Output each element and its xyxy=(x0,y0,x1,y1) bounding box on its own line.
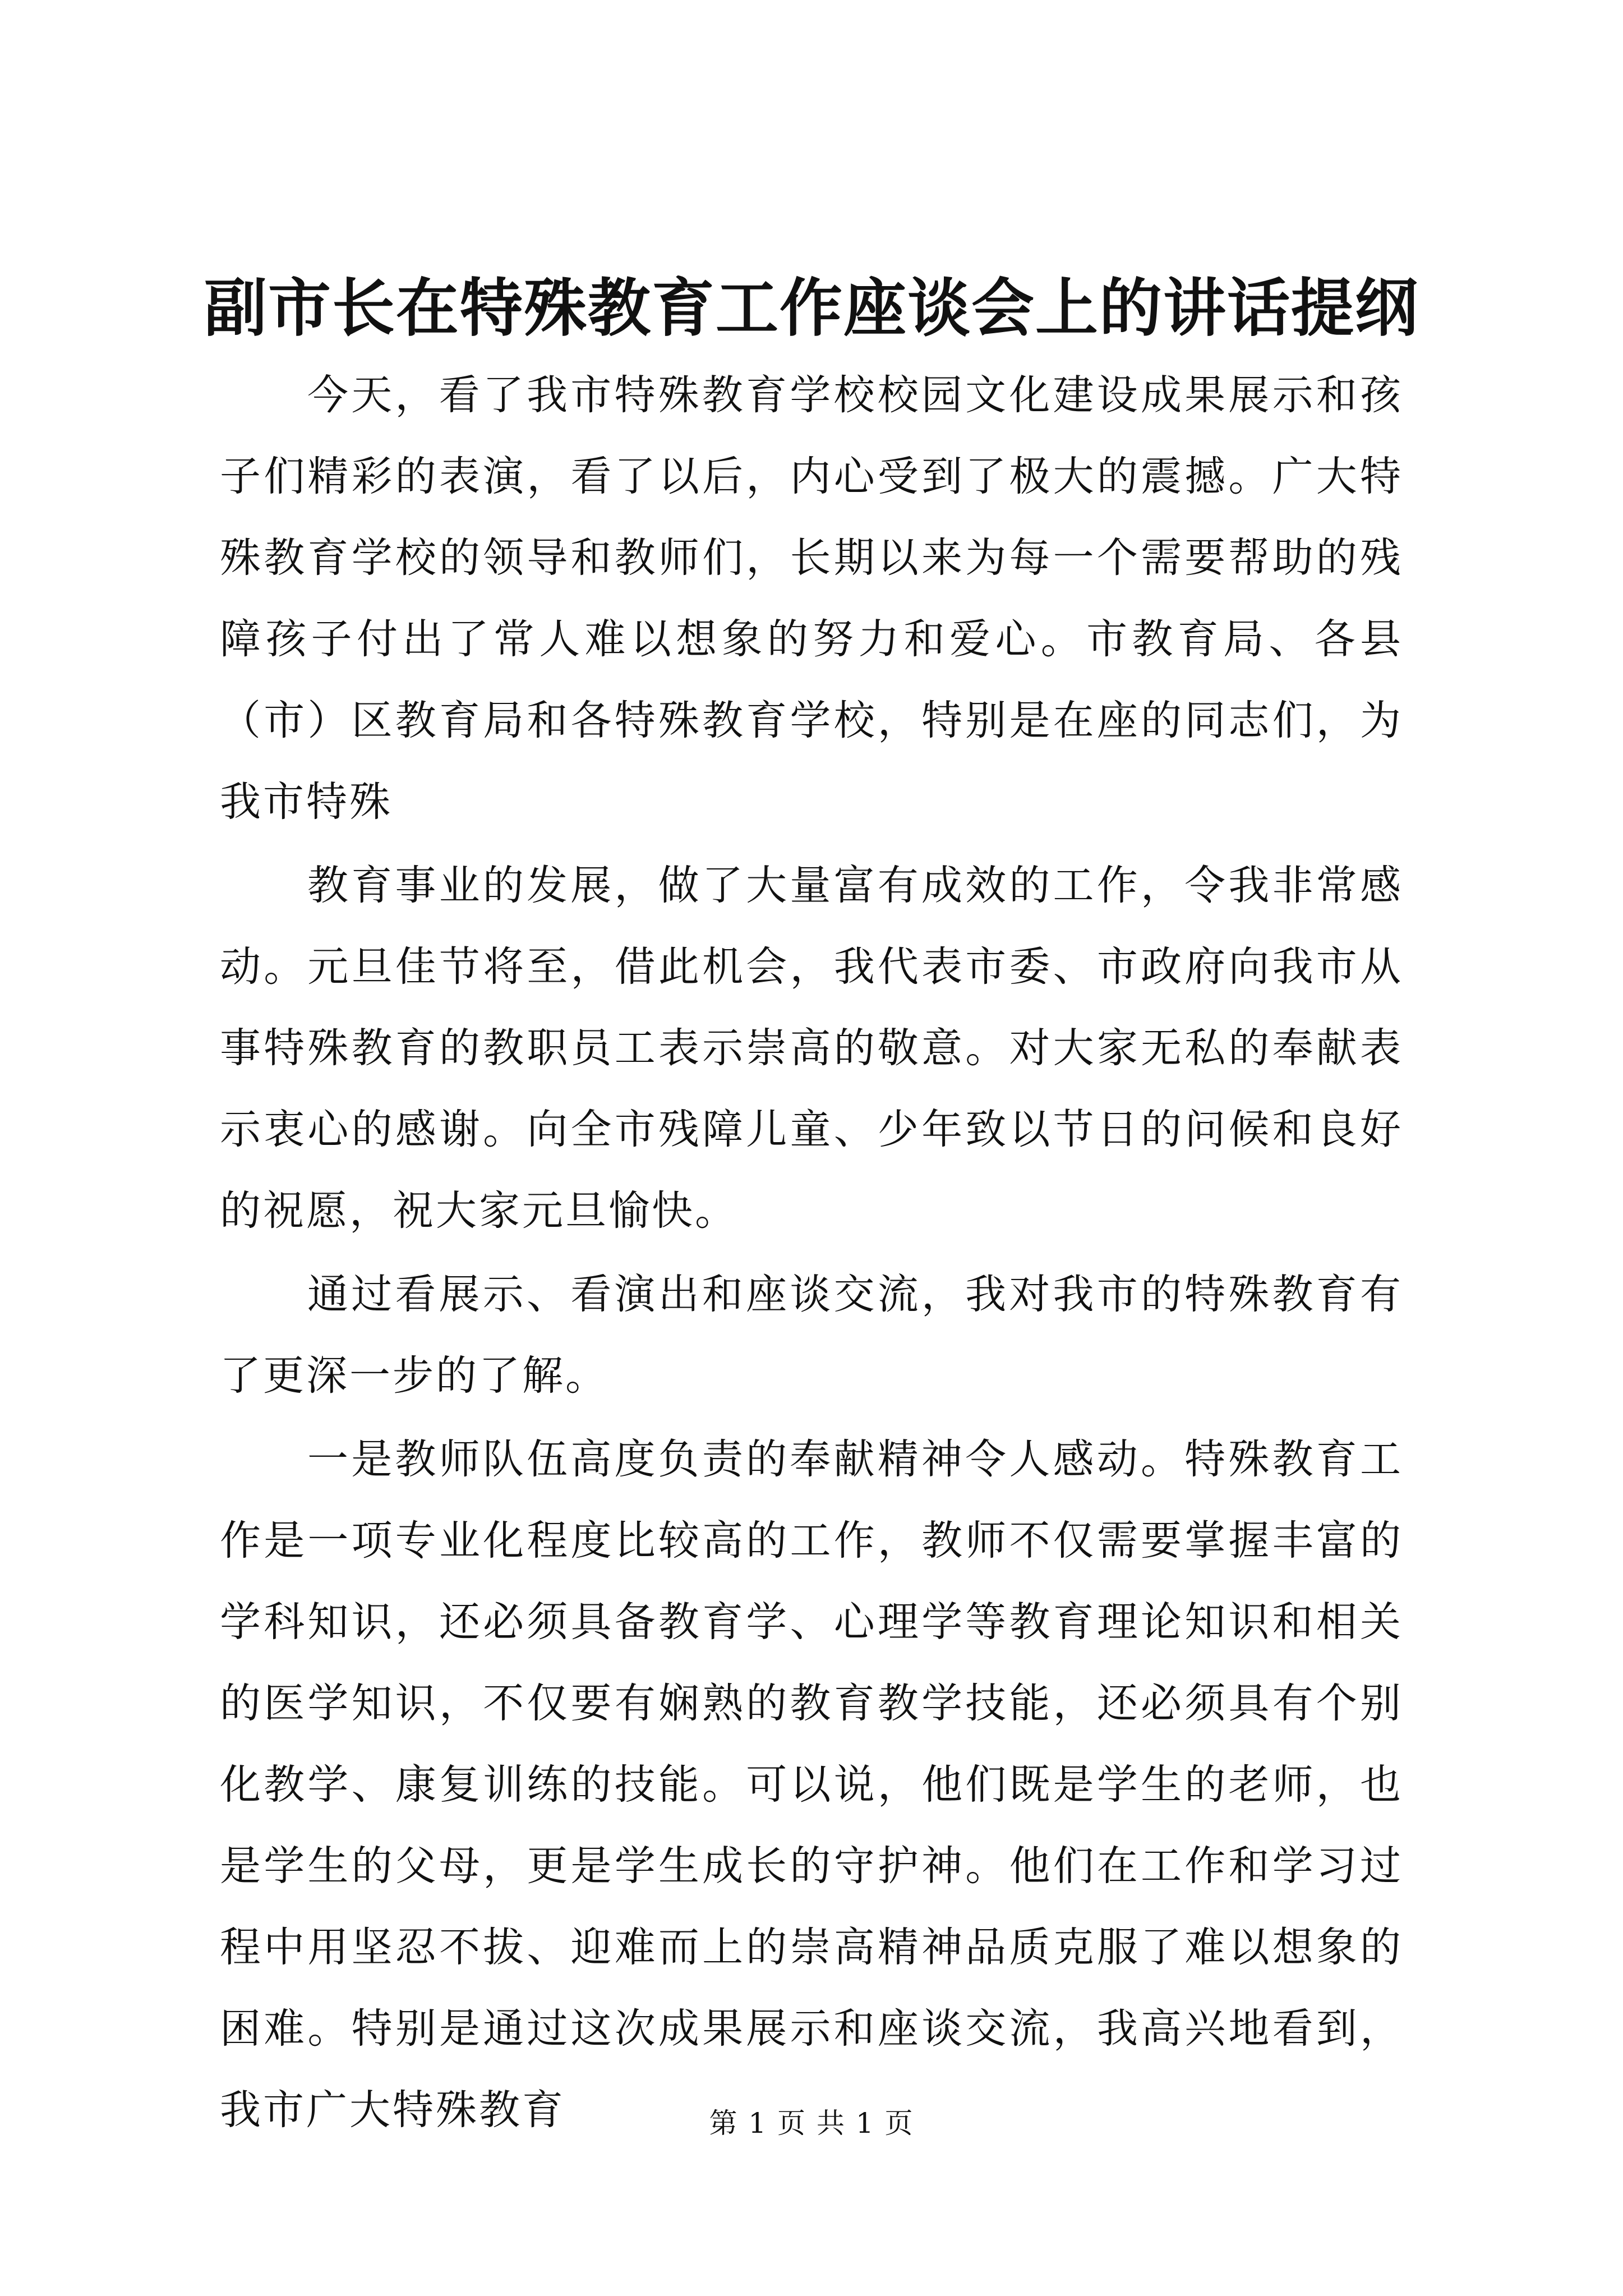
document-body xyxy=(220,355,1403,2153)
document-title: 副市长在特殊教育工作座谈会上的讲话提纲 xyxy=(204,272,1419,345)
paragraph-4: 一是教师队伍高度负责的奉献精神令人感动。特殊教育工作是一项专业化程度比较高的工作，教师不仅需要掌握丰富的学科知识，还必须具备教育学、心理学等教育理论知识和相关的医学知识，不仅要有娴熟的教育教学技能，还必须具有个别化教学、康复训练的技能。可以说，他们既是学生的老师，也是学生的父母，更是学生成长的守护神。他们在工作和学习过程中用坚忍不拔、迎难而上的崇高精神品质克服了难以想象的困难。特别是通过这次成果展示和座谈交流，我高兴地看到，我市广大特殊教育 xyxy=(220,1435,1403,2134)
paragraph-1: 今天，看了我市特殊教育学校校园文化建设成果展示和孩子们精彩的表演，看了以后，内心受到了极大的震撼。广大特殊教育学校的领导和教师们，长期以来为每一个需要帮助的残障孩子付出了常人难以想象的努力和爱心。市教育局、各县（市）区教育局和各特殊教育学校，特别是在座的同志们，为我市特殊 xyxy=(220,371,1403,826)
paragraph-3: 通过看展示、看演出和座谈交流，我对我市的特殊教育有了更深一步的了解。 xyxy=(220,1271,1403,1400)
paragraph-2: 教育事业的发展，做了大量富有成效的工作，令我非常感动。元旦佳节将至，借此机会，我代表市委、市政府向我市从事特殊教育的教职员工表示崇高的敬意。对大家无私的奉献表示衷心的感谢。向全市残障儿童、少年致以节日的问候和良好的祝愿，祝大家元旦愉快。 xyxy=(220,862,1403,1235)
page-footer: 第 1 页 共 1 页 xyxy=(709,2107,914,2139)
